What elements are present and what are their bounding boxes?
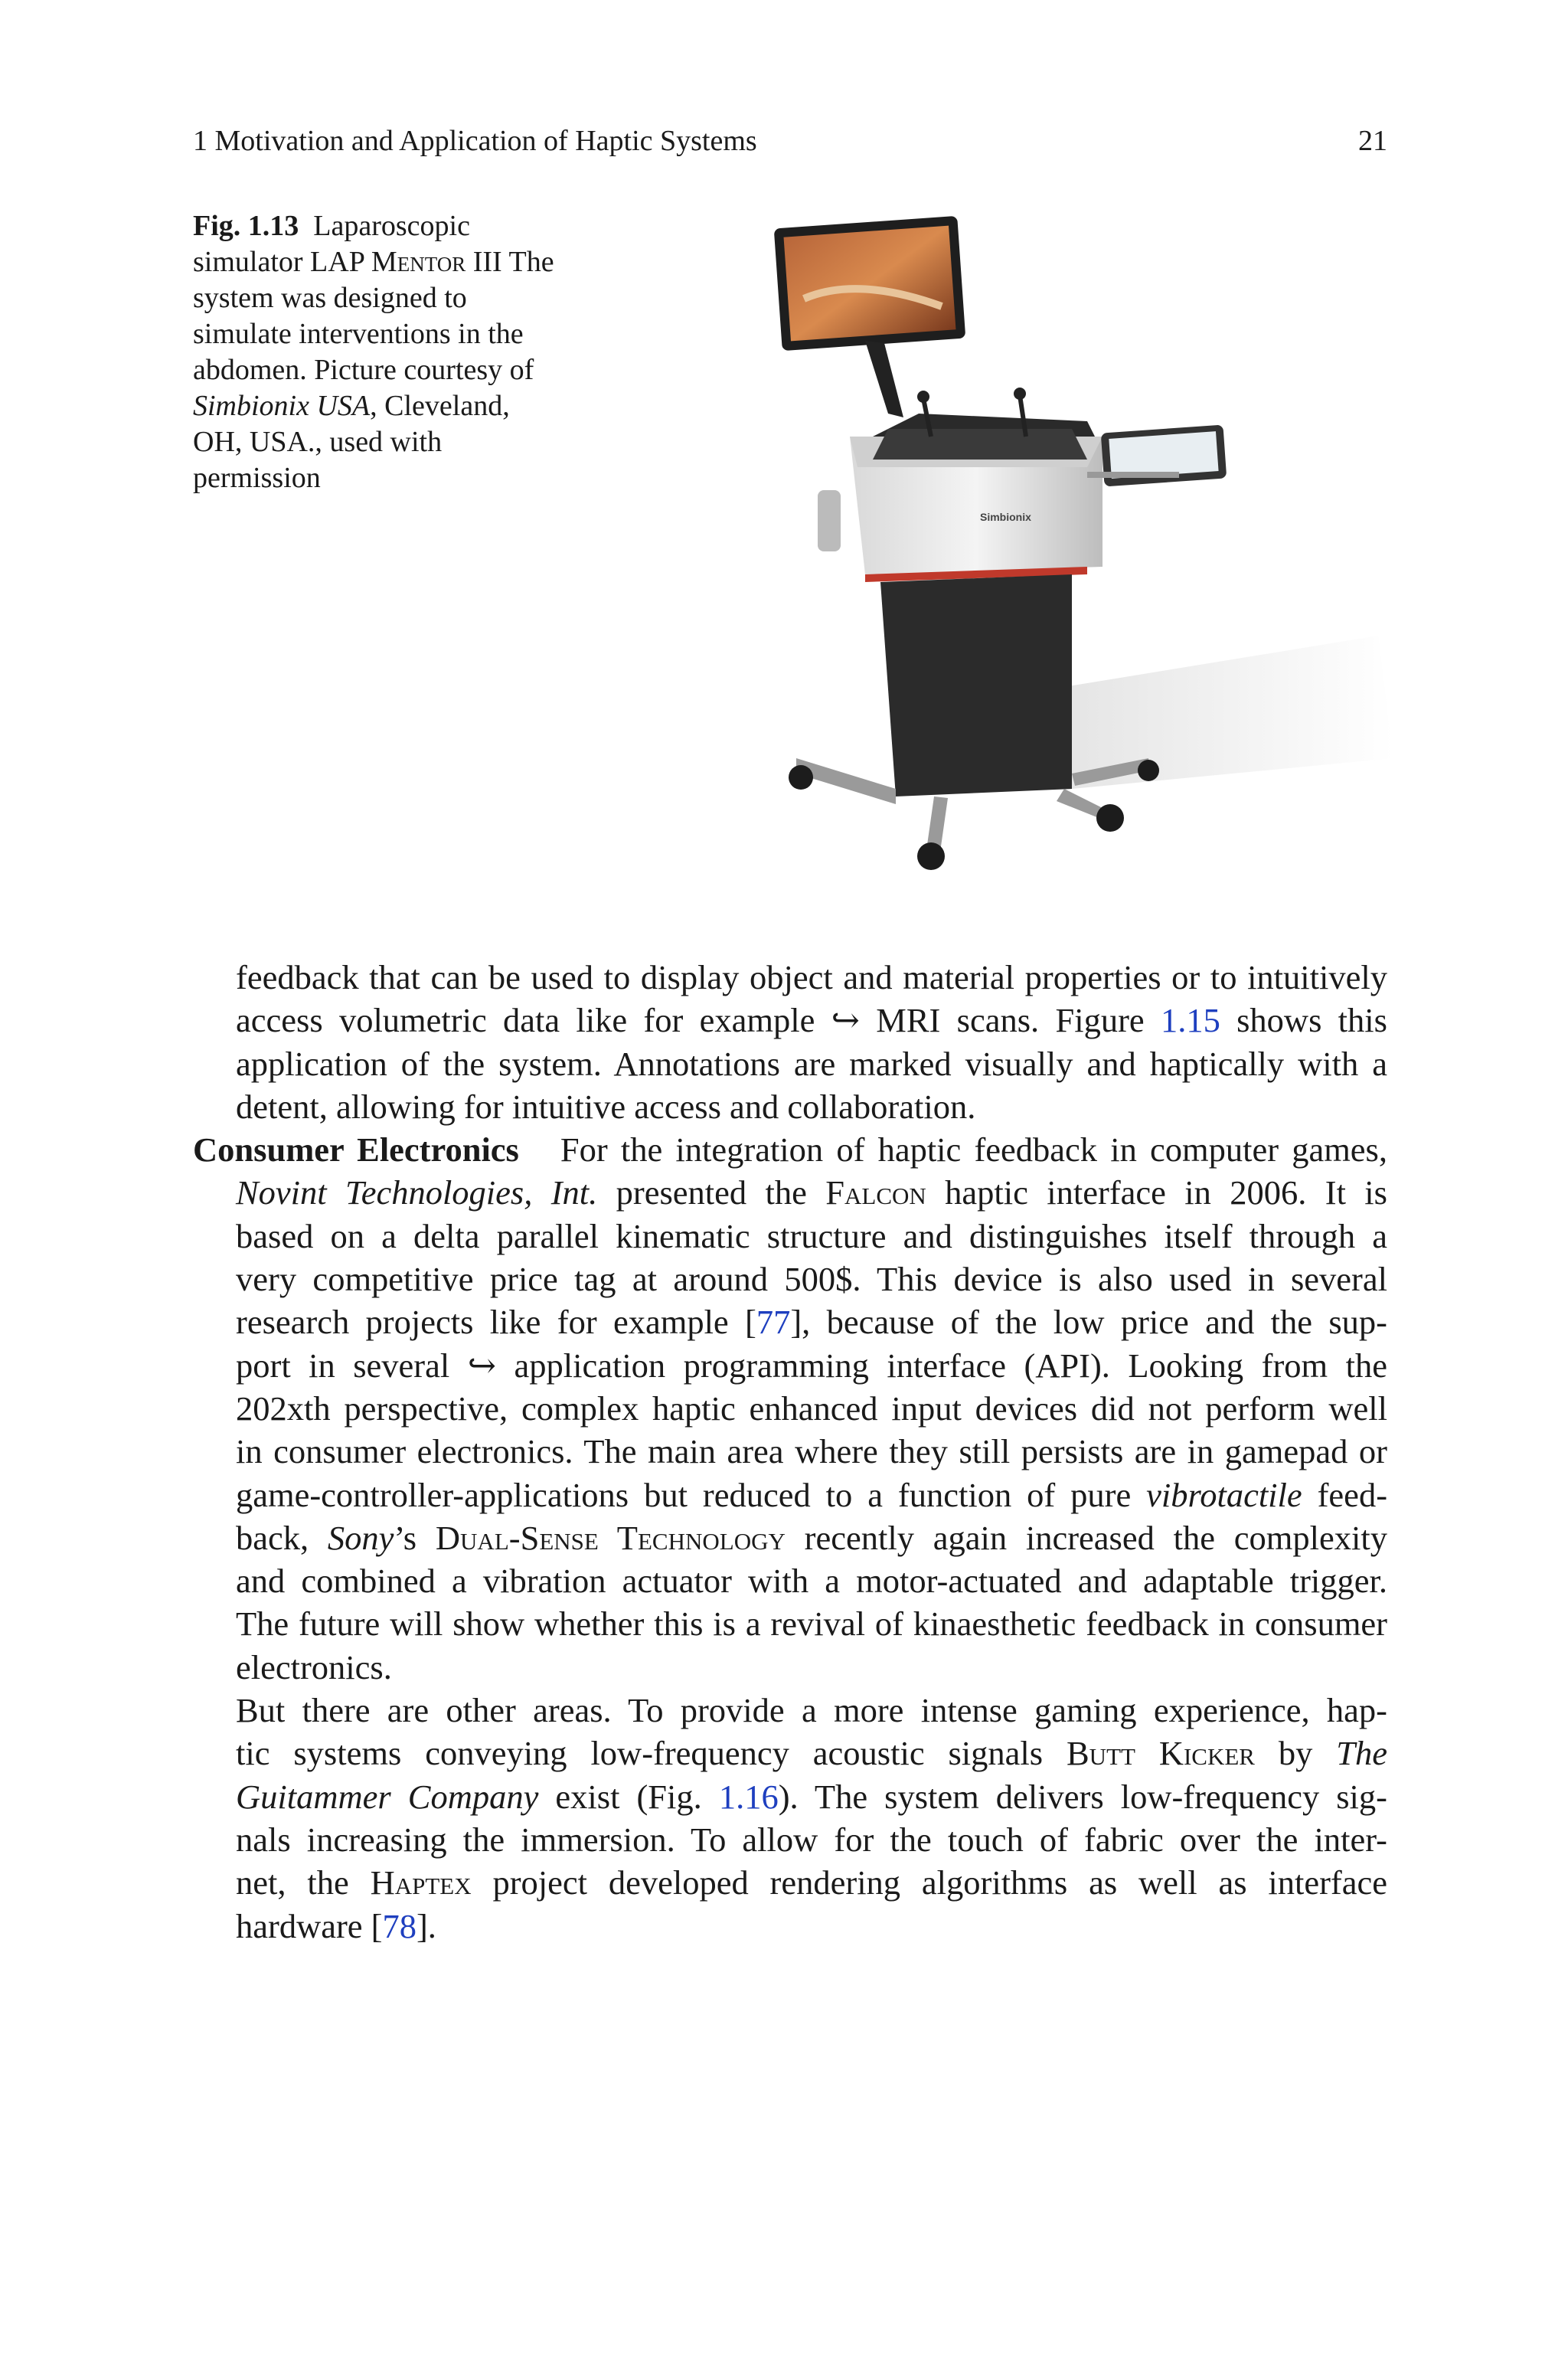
citation-link[interactable]: 78 bbox=[382, 1906, 416, 1945]
text-line: hardware [78]. bbox=[236, 1906, 436, 1945]
text-line: tic systems conveying low-frequency acoustic signals Butt Kicker by The bbox=[236, 1734, 1387, 1773]
simulator-photo bbox=[750, 207, 1393, 881]
text-line: 202xth perspective, complex haptic enhanced input devices did not perform well bbox=[236, 1389, 1387, 1428]
figure-label: Fig. 1.13 bbox=[193, 210, 299, 242]
page-number: 21 bbox=[1358, 125, 1387, 157]
running-head bbox=[193, 123, 1387, 159]
text-line: Guitammer Company exist (Fig. 1.16). The system delivers low-frequency sig- bbox=[236, 1777, 1387, 1816]
section-heading: Consumer Electronics bbox=[193, 1130, 519, 1169]
figure-reference-link[interactable]: 1.15 bbox=[1160, 1001, 1220, 1040]
text-line: back, Sony’s Dual-Sense Technology recently again increased the complexity bbox=[236, 1518, 1387, 1557]
company-name: Simbionix USA bbox=[193, 390, 371, 422]
text-line: and combined a vibration actuator with a motor-actuated and adaptable trigger. bbox=[236, 1562, 1387, 1601]
text-line: port in several ↪ application programming interface (API). Looking from the bbox=[236, 1346, 1387, 1385]
text-line: application of the system. Annotations are marked visually and haptically with a bbox=[236, 1044, 1387, 1083]
text-line: But there are other areas. To provide a more intense gaming experience, hap- bbox=[236, 1691, 1387, 1730]
text-line: feedback that can be used to display object and material properties or to intuitively bbox=[236, 958, 1387, 996]
product-name: Mentor bbox=[371, 246, 466, 278]
text-line: research projects like for example [77], because of the low price and the sup- bbox=[236, 1303, 1387, 1342]
figure-caption: Fig. 1.13 Laparoscopic simulator LAP Mentor III The system was designed to simulate interventions in the abdomen. Picture courtesy of Simbionix USA, Cleveland, OH, USA., used with permission bbox=[193, 210, 554, 494]
laparoscopic-simulator-illustration bbox=[750, 207, 1393, 881]
body-text bbox=[193, 956, 1387, 1948]
text-line: Novint Technologies, Int. presented the Falcon haptic interface in 2006. It is bbox=[236, 1173, 1387, 1212]
text-line: based on a delta parallel kinematic structure and distinguishes itself through a bbox=[236, 1216, 1387, 1255]
figure-reference-link[interactable]: 1.16 bbox=[718, 1777, 779, 1816]
citation-link[interactable]: 77 bbox=[756, 1303, 791, 1342]
text-line: The future will show whether this is a revival of kinaesthetic feedback in consumer bbox=[236, 1604, 1387, 1644]
text-line: net, the Haptex project developed rendering algorithms as well as interface bbox=[236, 1863, 1387, 1902]
text-line: very competitive price tag at around 500$. This device is also used in several bbox=[236, 1260, 1387, 1299]
device-brand-label: Simbionix bbox=[980, 511, 1031, 523]
chapter-title: 1 Motivation and Application of Haptic Systems bbox=[193, 125, 757, 157]
text-line: nals increasing the immersion. To allow for the touch of fabric over the inter- bbox=[236, 1820, 1387, 1859]
text-line: electronics. bbox=[236, 1647, 392, 1686]
text-line: detent, allowing for intuitive access and collaboration. bbox=[236, 1087, 976, 1126]
text-line: in consumer electronics. The main area where they still persists are in gamepad or bbox=[236, 1432, 1387, 1471]
text-line: Consumer Electronics For the integration of haptic feedback in computer games, bbox=[193, 1130, 1387, 1169]
text-line: access volumetric data like for example ↪ MRI scans. Figure 1.15 shows this bbox=[236, 1001, 1387, 1040]
text-line: game-controller-applications but reduced to a function of pure vibrotactile feed- bbox=[236, 1475, 1387, 1514]
